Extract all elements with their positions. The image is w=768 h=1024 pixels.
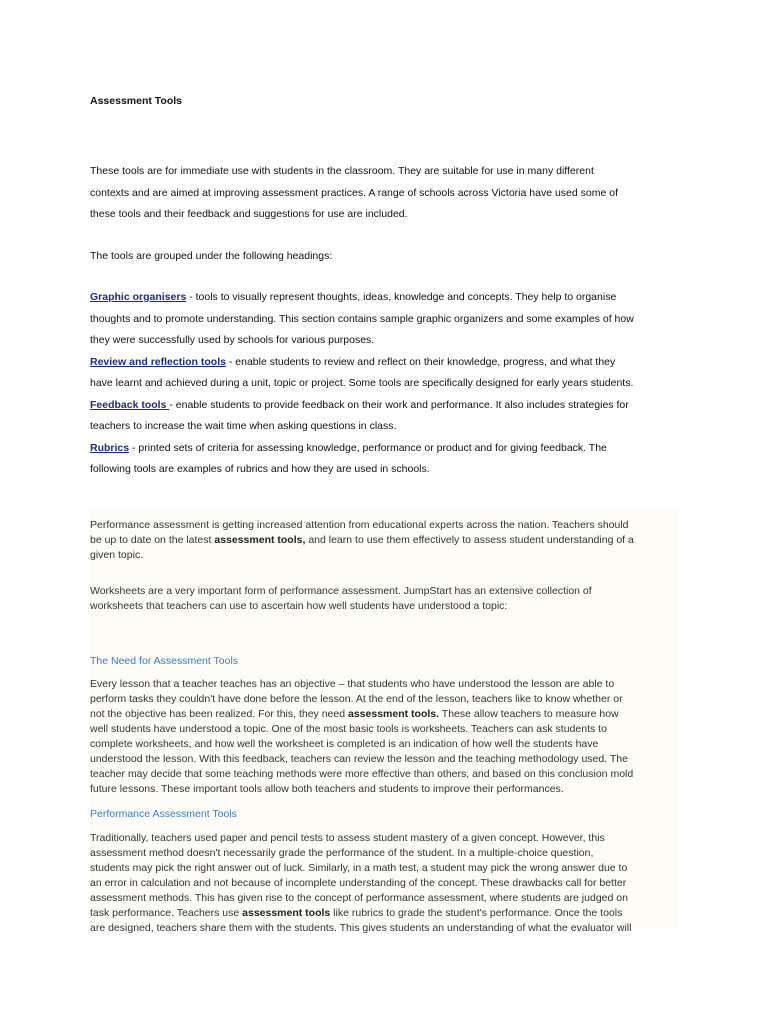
paragraph-line: perform tasks they couldn't have done before the lesson. At the end of the lesson, teachers like to know whether or bbox=[90, 693, 623, 705]
tool-description: thoughts and to promote understanding. This section contains sample graphic organizers and some examples of how bbox=[90, 312, 634, 325]
worksheets-paragraph bbox=[90, 584, 680, 614]
tool-description: - enable students to review and reflect on their knowledge, progress, and what they bbox=[225, 355, 616, 368]
performance-tools-paragraph bbox=[90, 831, 680, 936]
paragraph-line: Every lesson that a teacher teaches has an objective – that students who have understood the lesson are able to bbox=[90, 678, 615, 690]
paragraph-line: Performance assessment is getting increased attention from educational experts across the nation. Teachers should bbox=[90, 519, 629, 531]
paragraph-line: assessment method doesn't necessarily grade the performance of the student. In a multiple-choice question, bbox=[90, 847, 594, 859]
paragraph-line: an error in calculation and not because of incomplete understanding of the concept. These drawbacks call for better bbox=[90, 877, 627, 889]
rubrics-link[interactable]: Rubrics bbox=[90, 441, 130, 454]
tool-feedback bbox=[90, 395, 690, 438]
tool-description: - tools to visually represent thoughts, ideas, knowledge and concepts. They help to organise bbox=[186, 291, 617, 303]
paragraph-text: These allow teachers to measure how bbox=[439, 708, 619, 720]
tool-description: have learnt and achieved during a unit, topic or project. Some tools are specifically designed for early years students. bbox=[90, 377, 634, 389]
performance-tools-heading: Performance Assessment Tools bbox=[90, 808, 237, 820]
tool-description: - enable students to provide feedback on their work and performance. It also includes strategies for bbox=[169, 398, 629, 411]
tool-graphic-organisers bbox=[90, 287, 690, 352]
paragraph-line: Worksheets are a very important form of performance assessment. JumpStart has an extensive collection of bbox=[90, 585, 592, 597]
intro-line: these tools and their feedback and suggestions for use are included. bbox=[90, 208, 408, 220]
paragraph-text: like rubrics to grade the student's performance. Once the tools bbox=[330, 907, 623, 919]
tool-rubrics bbox=[90, 438, 690, 481]
paragraph-line: worksheets that teachers can use to ascertain how well students have understood a topic: bbox=[90, 600, 508, 612]
page-title: Assessment Tools bbox=[90, 95, 183, 107]
tool-review-reflection bbox=[90, 352, 690, 395]
grouped-text: The tools are grouped under the following headings: bbox=[90, 250, 333, 262]
assessment-tools-keyword: assessment tools. bbox=[348, 708, 440, 720]
paragraph-text: be up to date on the latest bbox=[90, 534, 215, 546]
tool-description: following tools are examples of rubrics and how they are used in schools. bbox=[90, 463, 430, 475]
intro-paragraph bbox=[90, 161, 690, 226]
tool-description: they were successfully used by schools for various purposes. bbox=[90, 334, 375, 346]
intro-line: These tools are for immediate use with students in the classroom. They are suitable for use in many different bbox=[90, 165, 594, 177]
paragraph-line: are designed, teachers share them with the students. This gives students an understanding of what the evaluator will bbox=[90, 922, 632, 934]
intro-line: contexts and are aimed at improving assessment practices. A range of schools across Victoria have used some of bbox=[90, 186, 618, 199]
paragraph-line: complete worksheets, and how well the worksheet is completed is an indication of how well the students have bbox=[90, 738, 599, 750]
paragraph-line: understood the lesson. With this feedback, teachers can review the lesson and the teaching methodology used. The bbox=[90, 753, 628, 765]
paragraph-line: students may pick the right answer out of luck. Similarly, in a math test, a student may pick the wrong answer due to bbox=[90, 862, 628, 874]
need-heading: The Need for Assessment Tools bbox=[90, 655, 239, 667]
paragraph-text: and learn to use them effectively to assess student understanding of a bbox=[305, 534, 634, 546]
paragraph-line: teacher may decide that some teaching methods were more effective than others, and based on this conclusion mold bbox=[90, 768, 634, 780]
assessment-tools-keyword: assessment tools bbox=[242, 907, 331, 919]
feedback-tools-link[interactable]: Feedback tools bbox=[90, 398, 170, 411]
paragraph-line: given topic. bbox=[90, 549, 144, 561]
tools-list bbox=[90, 287, 690, 481]
paragraph-line: well students have understood a topic. One of the most basic tools is worksheets. Teachers can ask students to bbox=[90, 723, 607, 735]
paragraph-text: not the objective has been realized. For this, they need bbox=[90, 708, 348, 720]
paragraph-line: assessment methods. This has given rise to the concept of performance assessment, where students are judged on bbox=[90, 892, 628, 904]
paragraph-line: future lessons. These important tools allow both teachers and students to improve their performances. bbox=[90, 783, 564, 795]
assessment-tools-keyword: assessment tools, bbox=[214, 534, 306, 546]
review-reflection-tools-link[interactable]: Review and reflection tools bbox=[90, 355, 226, 368]
paragraph-text: task performance. Teachers use bbox=[90, 907, 243, 919]
graphic-organisers-link[interactable]: Graphic organisers bbox=[90, 291, 187, 303]
need-paragraph bbox=[90, 677, 680, 797]
performance-paragraph bbox=[90, 518, 680, 563]
tool-description: teachers to increase the wait time when asking questions in class. bbox=[90, 420, 397, 432]
tool-description: - printed sets of criteria for assessing knowledge, performance or product and for giving feedback. The bbox=[129, 441, 607, 454]
paragraph-line: Traditionally, teachers used paper and pencil tests to assess student mastery of a given concept. However, this bbox=[90, 832, 605, 844]
